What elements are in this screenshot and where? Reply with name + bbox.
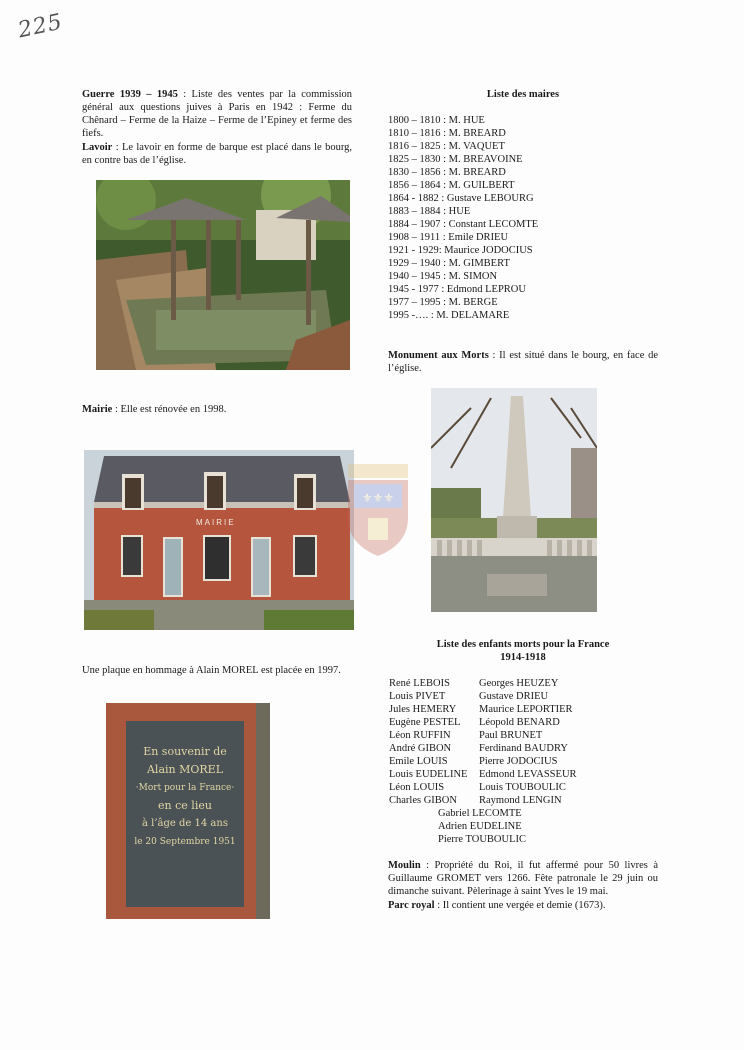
list-item: 1883 – 1884 : HUE [388, 206, 471, 217]
moulin-paragraph [388, 859, 658, 898]
parc-title: Parc royal [388, 900, 435, 911]
list-item: Charles GIBON [389, 795, 457, 806]
list-item: 1908 – 1911 : Emile DRIEU [388, 232, 509, 243]
list-item: 1800 – 1810 : M. HUE [388, 115, 485, 126]
list-item: 1995 -…. : M. DELAMARE [388, 310, 510, 321]
list-item: Eugène PESTEL [389, 717, 461, 728]
list-item: Gabriel LECOMTE [438, 808, 522, 819]
list-item: 1977 – 1995 : M. BERGE [388, 297, 498, 308]
mairie-photo [84, 450, 354, 630]
list-item: Léopold BENARD [479, 717, 560, 728]
list-item: 1940 – 1945 : M. SIMON [388, 271, 498, 282]
maires-title: Liste des maires [486, 89, 560, 100]
enfants-years: 1914-1918 [500, 652, 546, 663]
list-item: Maurice LEPORTIER [479, 704, 573, 715]
monument-photo [431, 388, 597, 612]
handwritten-page-number: 225 [15, 9, 66, 44]
list-item: 1830 – 1856 : M. BREARD [388, 167, 506, 178]
list-item: André GIBON [389, 743, 452, 754]
moulin-text: : Propriété du Roi, il fut affermé pour 50 livres à Guillaume GROMET vers 1266. Fête patronale le 29 juin ou dimanche suivant. Pèlerinage à saint Yves le 19 mai. [388, 860, 658, 897]
list-item: Edmond LEVASSEUR [479, 769, 577, 780]
list-item: Paul BRUNET [479, 730, 543, 741]
list-item: 1884 – 1907 : Constant LECOMTE [388, 219, 539, 230]
list-item: 1864 - 1882 : Gustave LEBOURG [388, 193, 534, 204]
monument-paragraph [388, 349, 658, 375]
list-item: Raymond LENGIN [479, 795, 562, 806]
list-item: Emile LOUIS [389, 756, 448, 767]
list-item: Gustave DRIEU [479, 691, 549, 702]
lavoir-paragraph [82, 141, 352, 167]
plaque-line: en ce lieu [158, 799, 212, 812]
mairie-title: Mairie [82, 404, 113, 415]
enfants-title: Liste des enfants morts pour la France [436, 639, 610, 650]
parc-text: : Il contient une vergée et demie (1673). [434, 900, 606, 911]
list-item: Jules HEMERY [389, 704, 457, 715]
moulin-title: Moulin [388, 860, 421, 871]
parc-paragraph [388, 899, 658, 912]
list-item: Louis PIVET [389, 691, 446, 702]
list-item: 1921 - 1929: Maurice JODOCIUS [388, 245, 533, 256]
list-item: Louis EUDELINE [389, 769, 468, 780]
plaque-line: Alain MOREL [146, 763, 224, 776]
list-item: René LEBOIS [389, 678, 450, 689]
monument-text: : Il est situé dans le bourg, en face de l’église. [388, 350, 658, 374]
list-item: Louis TOUBOULIC [479, 782, 566, 793]
list-item: Léon LOUIS [389, 782, 445, 793]
list-item: 1856 – 1864 : M. GUILBERT [388, 180, 515, 191]
list-item: 1816 – 1825 : M. VAQUET [388, 141, 505, 152]
list-item: 1825 – 1830 : M. BREAVOINE [388, 154, 523, 165]
plaque-paragraph: Une plaque en hommage à Alain MOREL est placée en 1997. [82, 665, 341, 676]
enfants-col2 [479, 677, 577, 807]
list-item: Adrien EUDELINE [438, 821, 522, 832]
coat-of-arms-watermark [340, 462, 416, 558]
mairie-sign: MAIRIE [196, 518, 236, 527]
plaque-line: ·Mort pour la France· [135, 783, 235, 793]
lavoir-text: : Le lavoir en forme de barque est placé dans le bourg, en contre bas de l’église. [82, 142, 352, 166]
list-item: Pierre JODOCIUS [479, 756, 558, 767]
enfants-extra [389, 807, 577, 846]
list-item: 1945 - 1977 : Edmond LEPROU [388, 284, 526, 295]
mairie-paragraph [82, 403, 352, 416]
plaque-inscription [126, 743, 244, 851]
mairie-text: : Elle est rénovée en 1998. [112, 404, 227, 415]
plaque-line: le 20 Septembre 1951 [134, 837, 236, 847]
svg-text:⚜⚜⚜: ⚜⚜⚜ [361, 491, 395, 505]
list-item: 1929 – 1940 : M. GIMBERT [388, 258, 510, 269]
guerre-title: Guerre 1939 – 1945 [82, 89, 178, 100]
plaque-line: à l’âge de 14 ans [142, 818, 228, 829]
list-item: Léon RUFFIN [389, 730, 451, 741]
list-item: Ferdinand BAUDRY [479, 743, 568, 754]
plaque-line: En souvenir de [143, 745, 227, 758]
guerre-paragraph [82, 88, 352, 140]
enfants-list [389, 677, 577, 846]
enfants-col1 [389, 677, 479, 807]
list-item: Pierre TOUBOULIC [438, 834, 526, 845]
lavoir-title: Lavoir [82, 142, 113, 153]
guerre-text: : Liste des ventes par la commission général aux questions juives à Paris en 1942 : Ferme du Chênard – Ferme de la Haize – Ferme de l’Epiney et ferme des fiefs. [82, 89, 352, 139]
lavoir-photo [96, 180, 350, 370]
maires-list [388, 114, 538, 322]
monument-title: Monument aux Morts [388, 350, 489, 361]
list-item: 1810 – 1816 : M. BREARD [388, 128, 506, 139]
list-item: Georges HEUZEY [479, 678, 559, 689]
plaque-photo [106, 703, 270, 919]
